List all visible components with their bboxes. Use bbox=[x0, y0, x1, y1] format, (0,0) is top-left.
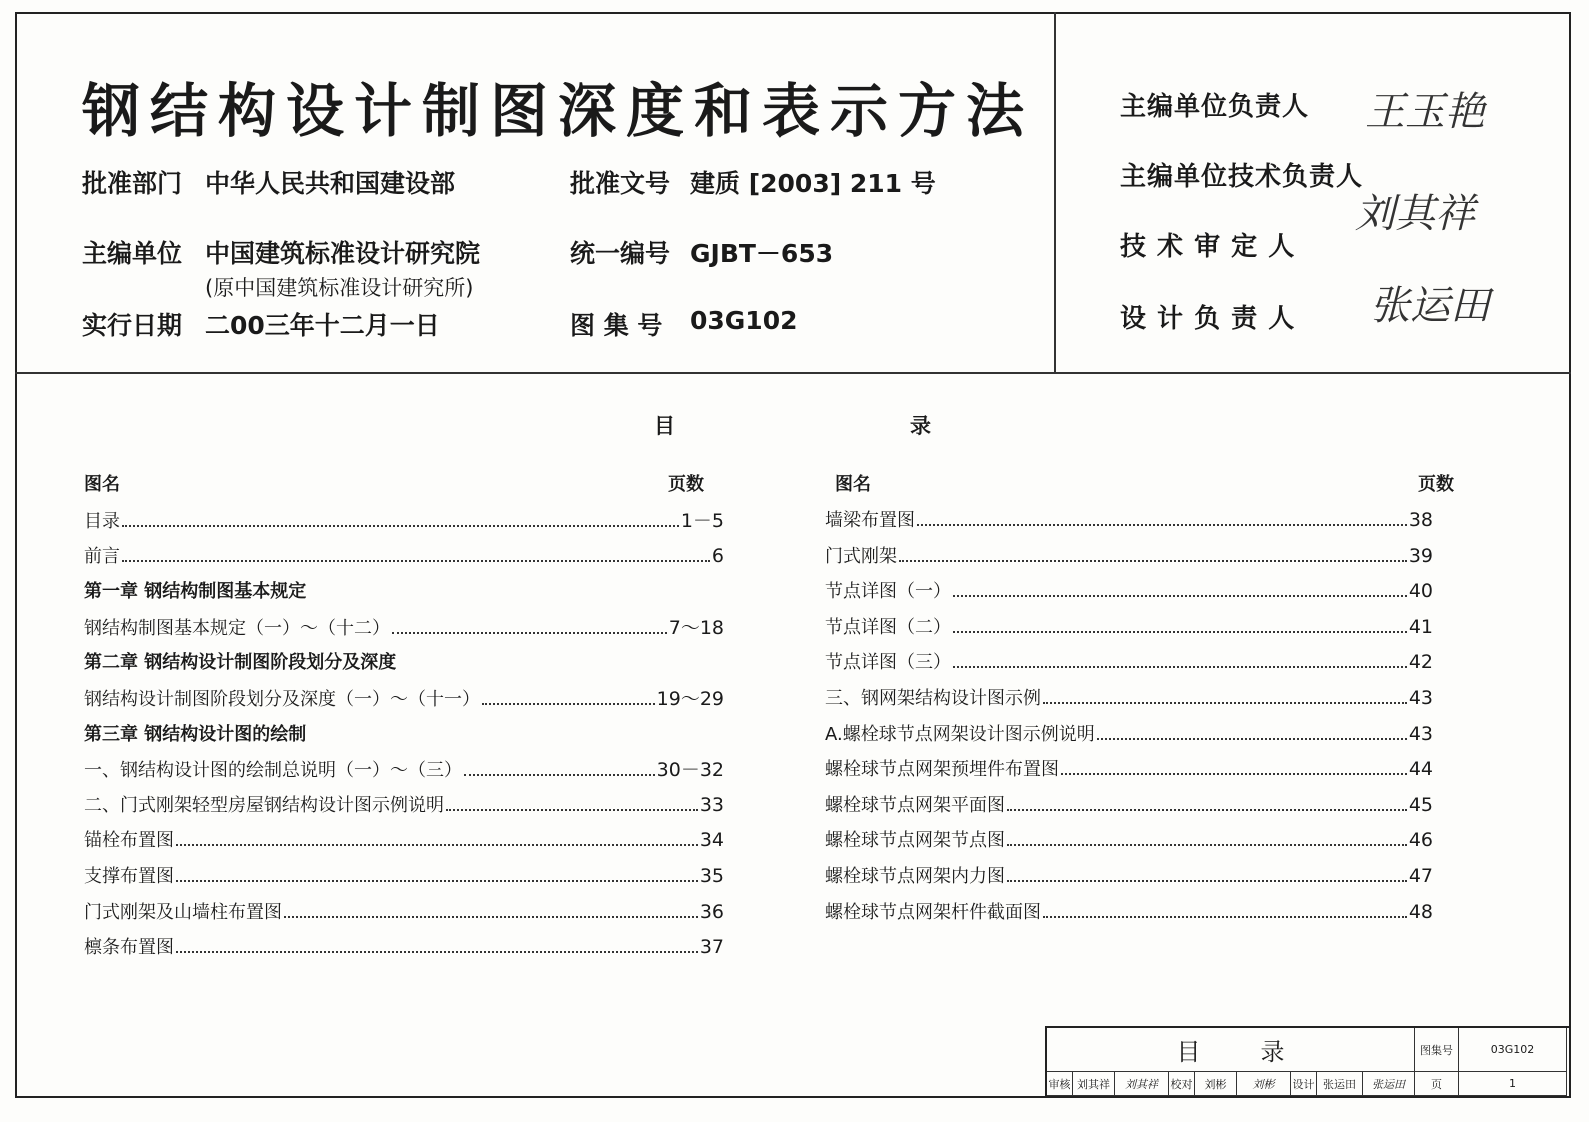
toc-left-page-header: 页数 bbox=[668, 474, 704, 495]
toc-entry-title: 墙梁布置图 bbox=[825, 510, 915, 531]
toc-entry-title: 支撑布置图 bbox=[84, 866, 174, 887]
signature-design-lead: 张运田 bbox=[1370, 283, 1490, 329]
toc-entry bbox=[825, 826, 1433, 850]
header-divider-horizontal bbox=[15, 372, 1571, 374]
toc-entry-title: 螺栓球节点网架杆件截面图 bbox=[825, 901, 1041, 923]
responsible-label: 技 术 审 定 人 bbox=[1120, 232, 1296, 262]
toc-entry-title: 螺栓球节点网架内力图 bbox=[825, 866, 1005, 887]
toc-leader-dots bbox=[1007, 868, 1407, 882]
title-block-design-signature: 张运田 bbox=[1363, 1072, 1415, 1096]
toc-leader-dots bbox=[1007, 797, 1407, 811]
unified-no-value: GJBT－653 bbox=[690, 239, 834, 268]
toc-entry-page: 30－32 bbox=[656, 759, 724, 782]
toc-entry bbox=[84, 898, 724, 922]
toc-entry-page: 44 bbox=[1408, 758, 1433, 781]
toc-entry bbox=[825, 862, 1433, 886]
toc-leader-dots bbox=[122, 548, 710, 562]
toc-entry bbox=[825, 648, 1433, 672]
toc-entry-page: 7～18 bbox=[668, 616, 724, 639]
toc-leader-dots bbox=[1043, 904, 1407, 918]
toc-entry bbox=[825, 613, 1433, 637]
toc-entry-title: 钢结构制图基本规定（一）～（十二） bbox=[84, 617, 390, 639]
toc-entry-title: 第三章 钢结构设计图的绘制 bbox=[84, 723, 307, 745]
signature-technical-lead: 刘其祥 bbox=[1355, 191, 1475, 237]
responsible-label: 主编单位负责人 bbox=[1120, 92, 1310, 122]
toc-leader-dots bbox=[917, 512, 1407, 526]
toc-entry-page: 6 bbox=[711, 544, 724, 567]
effective-date-value: 二00三年十二月一日 bbox=[205, 311, 440, 340]
toc-entry-page: 43 bbox=[1408, 722, 1433, 745]
toc-leader-dots bbox=[122, 513, 679, 527]
toc-entry bbox=[84, 791, 724, 815]
title-block-atlas-value: 03G102 bbox=[1459, 1028, 1567, 1072]
toc-heading-left: 目 bbox=[654, 414, 675, 438]
toc-entry-title: A.螺栓球节点网架设计图示例说明 bbox=[825, 723, 1095, 745]
title-block-design-name: 张运田 bbox=[1317, 1072, 1363, 1096]
toc-leader-dots bbox=[482, 691, 655, 705]
toc-entry bbox=[825, 898, 1433, 922]
toc-entry bbox=[84, 933, 724, 957]
toc-entry-page: 1－5 bbox=[680, 510, 724, 532]
toc-entry-page: 35 bbox=[699, 865, 724, 887]
title-block-design-label: 设计 bbox=[1291, 1072, 1317, 1096]
toc-entry-title: 节点详图（一） bbox=[825, 581, 951, 603]
toc-entry bbox=[825, 755, 1433, 779]
toc-entry bbox=[825, 577, 1433, 601]
toc-leader-dots bbox=[392, 620, 667, 634]
toc-entry-title: 二、门式刚架轻型房屋钢结构设计图示例说明 bbox=[84, 794, 444, 816]
toc-entry-page: 45 bbox=[1408, 793, 1433, 816]
toc-entry bbox=[84, 684, 724, 708]
toc-entry-title: 三、钢网架结构设计图示例 bbox=[825, 688, 1041, 709]
toc-entry-page: 39 bbox=[1408, 544, 1433, 567]
title-block-check-signature: 刘彬 bbox=[1237, 1072, 1291, 1096]
toc-entry-page: 47 bbox=[1408, 865, 1433, 887]
title-block-review-name: 刘其祥 bbox=[1073, 1072, 1115, 1096]
toc-entry-title: 第二章 钢结构设计制图阶段划分及深度 bbox=[84, 652, 397, 674]
toc-entry-title: 螺栓球节点网架节点图 bbox=[825, 830, 1005, 852]
toc-entry-title: 钢结构设计制图阶段划分及深度（一）～（十一） bbox=[84, 689, 480, 710]
toc-entry-title: 目录 bbox=[84, 511, 120, 532]
effective-date-label: 实行日期 bbox=[82, 311, 183, 340]
editor-unit-label: 主编单位 bbox=[82, 239, 183, 268]
responsible-label: 主编单位技术负责人 bbox=[1120, 162, 1364, 192]
signature-chief-editor: 王玉艳 bbox=[1365, 89, 1485, 135]
toc-entry-page: 40 bbox=[1408, 580, 1433, 603]
toc-left-name-header: 图名 bbox=[84, 474, 120, 495]
toc-entry bbox=[825, 542, 1433, 566]
document-title: 钢结构设计制图深度和表示方法 bbox=[82, 77, 1035, 145]
toc-entry-title: 门式刚架及山墙柱布置图 bbox=[84, 901, 282, 923]
approve-dept-label: 批准部门 bbox=[82, 169, 183, 198]
toc-entry-title: 节点详图（二） bbox=[825, 616, 951, 638]
toc-entry-page: 34 bbox=[699, 829, 724, 852]
unified-no-label: 统一编号 bbox=[570, 239, 671, 268]
approve-doc-value: 建质 [2003] 211 号 bbox=[690, 169, 936, 198]
toc-entry-title: 门式刚架 bbox=[825, 545, 897, 567]
toc-leader-dots bbox=[899, 548, 1407, 562]
toc-leader-dots bbox=[176, 868, 698, 882]
toc-entry-title: 螺栓球节点网架平面图 bbox=[825, 794, 1005, 816]
title-block-page-label: 页 bbox=[1415, 1072, 1459, 1096]
toc-leader-dots bbox=[953, 654, 1407, 668]
toc-entry bbox=[84, 577, 624, 601]
toc-leader-dots bbox=[953, 619, 1407, 633]
toc-leader-dots bbox=[953, 583, 1407, 597]
toc-entry-title: 一、钢结构设计图的绘制总说明（一）～（三） bbox=[84, 760, 462, 782]
title-block-page-value: 1 bbox=[1459, 1072, 1567, 1096]
atlas-no-value: 03G102 bbox=[690, 306, 798, 335]
toc-entry-title: 第一章 钢结构制图基本规定 bbox=[84, 581, 307, 603]
toc-entry-page: 42 bbox=[1408, 651, 1433, 674]
toc-entry bbox=[84, 826, 724, 850]
title-block-atlas-label: 图集号 bbox=[1415, 1028, 1459, 1072]
toc-right-name-header: 图名 bbox=[835, 474, 871, 495]
toc-entry-page: 19～29 bbox=[656, 688, 724, 710]
toc-entry-page: 37 bbox=[699, 936, 724, 959]
toc-entry bbox=[84, 862, 724, 886]
approve-dept-value: 中华人民共和国建设部 bbox=[205, 169, 456, 198]
toc-entry-title: 前言 bbox=[84, 545, 120, 567]
toc-entry bbox=[84, 720, 624, 744]
title-block-check-label: 校对 bbox=[1169, 1072, 1195, 1096]
toc-leader-dots bbox=[1043, 690, 1407, 704]
title-block bbox=[1045, 1026, 1569, 1096]
header-divider-vertical bbox=[1054, 12, 1056, 374]
atlas-no-label: 图 集 号 bbox=[570, 311, 663, 340]
toc-entry-title: 檩条布置图 bbox=[84, 937, 174, 959]
responsible-label: 设 计 负 责 人 bbox=[1120, 304, 1296, 334]
approve-doc-label: 批准文号 bbox=[570, 169, 671, 198]
toc-heading-right: 录 bbox=[910, 414, 931, 438]
title-block-check-name: 刘彬 bbox=[1195, 1072, 1237, 1096]
toc-leader-dots bbox=[446, 797, 698, 811]
toc-leader-dots bbox=[176, 939, 698, 953]
toc-entry bbox=[825, 791, 1433, 815]
toc-entry bbox=[825, 506, 1433, 530]
toc-entry-title: 节点详图（三） bbox=[825, 652, 951, 674]
toc-entry-page: 48 bbox=[1408, 900, 1433, 923]
toc-entry-title: 锚栓布置图 bbox=[84, 830, 174, 852]
toc-leader-dots bbox=[176, 832, 698, 846]
toc-leader-dots bbox=[284, 904, 698, 918]
toc-entry-page: 43 bbox=[1408, 687, 1433, 709]
toc-leader-dots bbox=[1007, 832, 1407, 846]
toc-entry bbox=[84, 613, 724, 637]
toc-leader-dots bbox=[464, 762, 655, 776]
toc-entry-page: 38 bbox=[1408, 509, 1433, 531]
toc-entry bbox=[84, 648, 624, 672]
toc-entry bbox=[825, 720, 1433, 744]
toc-leader-dots bbox=[1061, 761, 1407, 775]
toc-right-page-header: 页数 bbox=[1418, 474, 1454, 495]
title-block-review-signature: 刘其祥 bbox=[1115, 1072, 1169, 1096]
toc-leader-dots bbox=[1097, 726, 1407, 740]
editor-unit-value: 中国建筑标准设计研究院 bbox=[205, 239, 481, 268]
editor-unit-note: (原中国建筑标准设计研究所) bbox=[205, 276, 474, 300]
toc-entry-page: 36 bbox=[699, 900, 724, 923]
toc-entry bbox=[84, 542, 724, 566]
title-block-title: 目录 bbox=[1047, 1028, 1415, 1072]
toc-entry-title: 螺栓球节点网架预埋件布置图 bbox=[825, 759, 1059, 781]
toc-entry bbox=[84, 506, 724, 530]
toc-entry bbox=[825, 684, 1433, 708]
toc-entry-page: 41 bbox=[1408, 615, 1433, 638]
title-block-review-label: 审核 bbox=[1047, 1072, 1073, 1096]
toc-entry-page: 33 bbox=[699, 793, 724, 816]
toc-entry bbox=[84, 755, 724, 782]
toc-entry-page: 46 bbox=[1408, 829, 1433, 852]
